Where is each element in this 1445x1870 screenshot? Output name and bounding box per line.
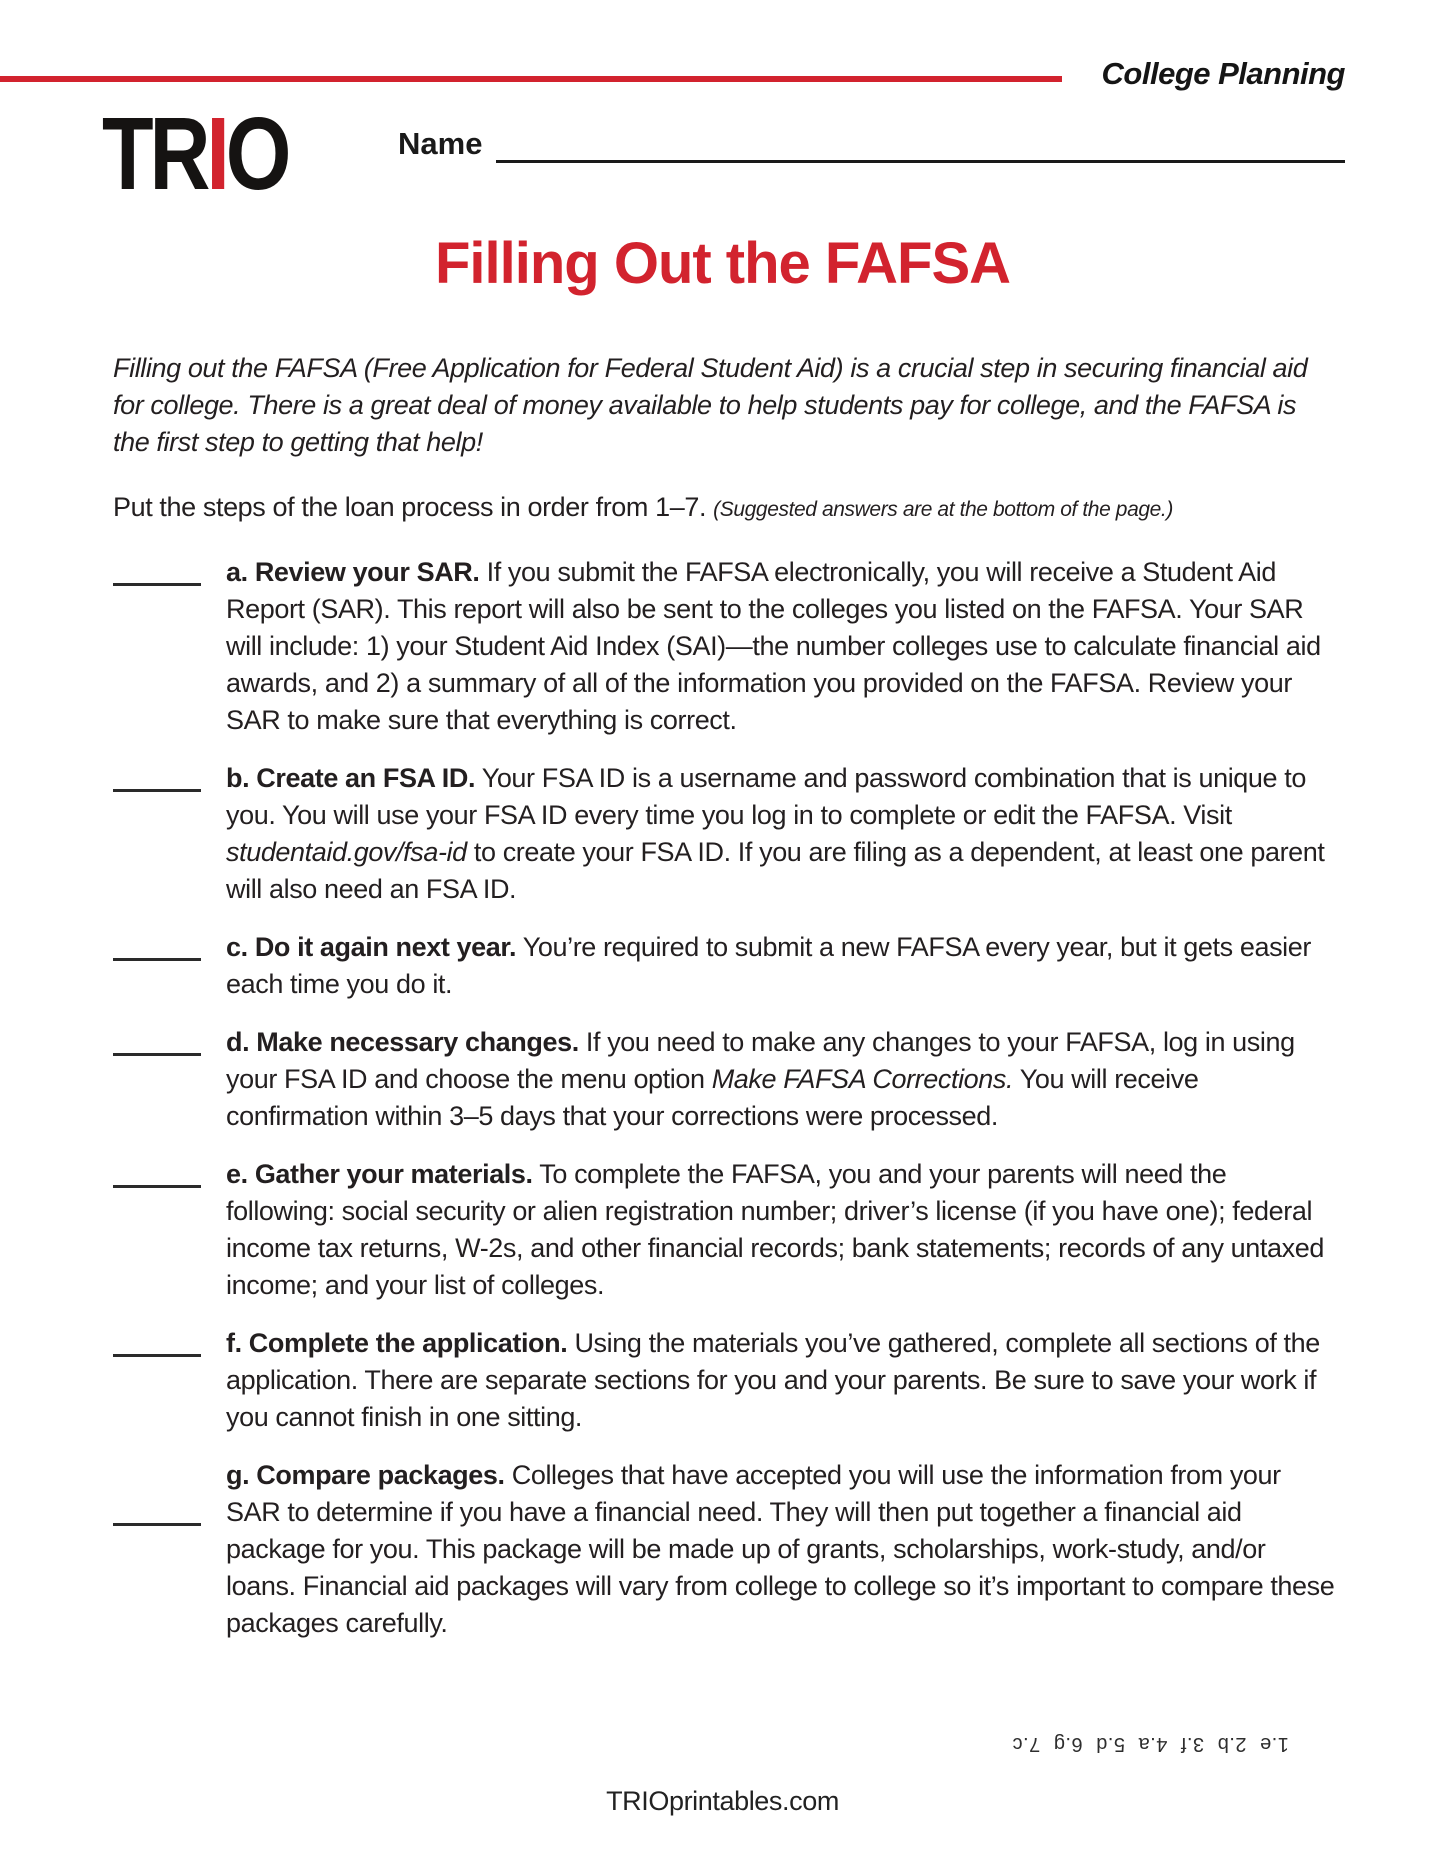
step-lead-a: a. Review your SAR. <box>226 557 480 587</box>
step-text-e <box>226 1156 1337 1304</box>
instruction-line <box>113 489 1337 528</box>
logo-o: O <box>225 96 288 211</box>
step-item-c <box>113 929 1337 1003</box>
answer-blank-a[interactable] <box>113 554 201 586</box>
name-blank[interactable] <box>496 160 1345 163</box>
step-text-c <box>226 929 1337 1003</box>
step-body-b-post: to create your FSA ID. If you are filing as a dependent, at least one parent will also need an FSA ID. <box>226 837 1325 904</box>
instruction-note: (Suggested answers are at the bottom of the page.) <box>713 498 1173 521</box>
step-body-c: You’re required to submit a new FAFSA every year, but it gets easier each time you do it. <box>226 932 1311 999</box>
page-title: Filling Out the FAFSA <box>434 231 1011 296</box>
category-label: College Planning <box>1101 56 1345 91</box>
step-text-f <box>226 1325 1337 1436</box>
worksheet-content <box>113 350 1337 1663</box>
step-item-a <box>113 554 1337 739</box>
intro-paragraph: Filling out the FAFSA (Free Application for Federal Student Aid) is a crucial step in securing financial aid for college. There is a great deal of money available to help students pay for college, and the FAFSA is the first step to getting that help! <box>113 353 1308 457</box>
step-body-d-post: You will receive confirmation within 3–5 days that your corrections were processed. <box>226 1064 1199 1131</box>
step-text-a <box>226 554 1337 739</box>
step-body-e: To complete the FAFSA, you and your parents will need the following: social security or alien registration number; driver’s license (if you have one); federal income tax returns, W-2s, and other financial records; bank statements; records of any untaxed income; and your list of colleges. <box>226 1159 1324 1300</box>
answer-blank-e[interactable] <box>113 1156 201 1188</box>
footer-url: TRIOprintables.com <box>606 1786 839 1816</box>
step-item-b <box>113 760 1337 908</box>
step-body-b: Your FSA ID is a username and password combination that is unique to you. You will use your FSA ID every time you log in to complete or edit the FAFSA. Visit <box>226 763 1306 830</box>
step-lead-g: g. Compare packages. <box>226 1460 505 1490</box>
name-label: Name <box>398 126 483 161</box>
answer-key-upside-down: 1.e 2.b 3.f 4.a 5.d 6.g 7.c <box>1012 1733 1289 1755</box>
step-body-d: If you need to make any changes to your FAFSA, log in using your FSA ID and choose the menu option <box>226 1027 1295 1094</box>
logo-tr: TR <box>102 96 207 211</box>
answer-blank-f[interactable] <box>113 1325 201 1357</box>
answer-blank-d[interactable] <box>113 1024 201 1056</box>
step-body-a: If you submit the FAFSA electronically, you will receive a Student Aid Report (SAR). This report will also be sent to the colleges you listed on the FAFSA. Your SAR will include: 1) your Student Aid Index (SAI)—the number colleges use to calculate financial aid awards, and 2) a summary of all of the information you provided on the FAFSA. Review your SAR to make sure that everything is correct. <box>226 557 1321 735</box>
name-row <box>398 118 1345 164</box>
step-item-g <box>113 1457 1337 1642</box>
step-lead-e: e. Gather your materials. <box>226 1159 533 1189</box>
answer-blank-b[interactable] <box>113 760 201 792</box>
step-text-d <box>226 1024 1337 1135</box>
step-text-b <box>226 760 1337 908</box>
trio-logo <box>102 96 288 211</box>
step-lead-c: c. Do it again next year. <box>226 932 517 962</box>
step-body-d-italic: Make FAFSA Corrections. <box>711 1064 1014 1094</box>
answer-blank-c[interactable] <box>113 929 201 961</box>
logo-i: I <box>206 96 226 211</box>
step-item-f <box>113 1325 1337 1436</box>
answer-blank-g[interactable] <box>113 1457 201 1526</box>
step-item-d <box>113 1024 1337 1135</box>
step-text-g <box>226 1457 1337 1642</box>
step-item-e <box>113 1156 1337 1304</box>
step-lead-f: f. Complete the application. <box>226 1328 568 1358</box>
step-body-f: Using the materials you’ve gathered, complete all sections of the application. There are separate sections for you and your parents. Be sure to save your work if you cannot finish in one sitting. <box>226 1328 1320 1432</box>
header-rule <box>0 76 1062 82</box>
step-lead-b: b. Create an FSA ID. <box>226 763 476 793</box>
instruction-text: Put the steps of the loan process in order from 1–7. <box>113 492 707 522</box>
step-lead-d: d. Make necessary changes. <box>226 1027 579 1057</box>
steps-list <box>113 554 1337 1642</box>
step-body-b-italic: studentaid.gov/fsa-id <box>226 837 467 867</box>
step-body-g: Colleges that have accepted you will use the information from your SAR to determine if you have a financial need. They will then put together a financial aid package for you. This package will be made up of grants, scholarships, work-study, and/or loans. Financial aid packages will vary from college to college so it’s important to compare these packages carefully. <box>226 1460 1335 1638</box>
